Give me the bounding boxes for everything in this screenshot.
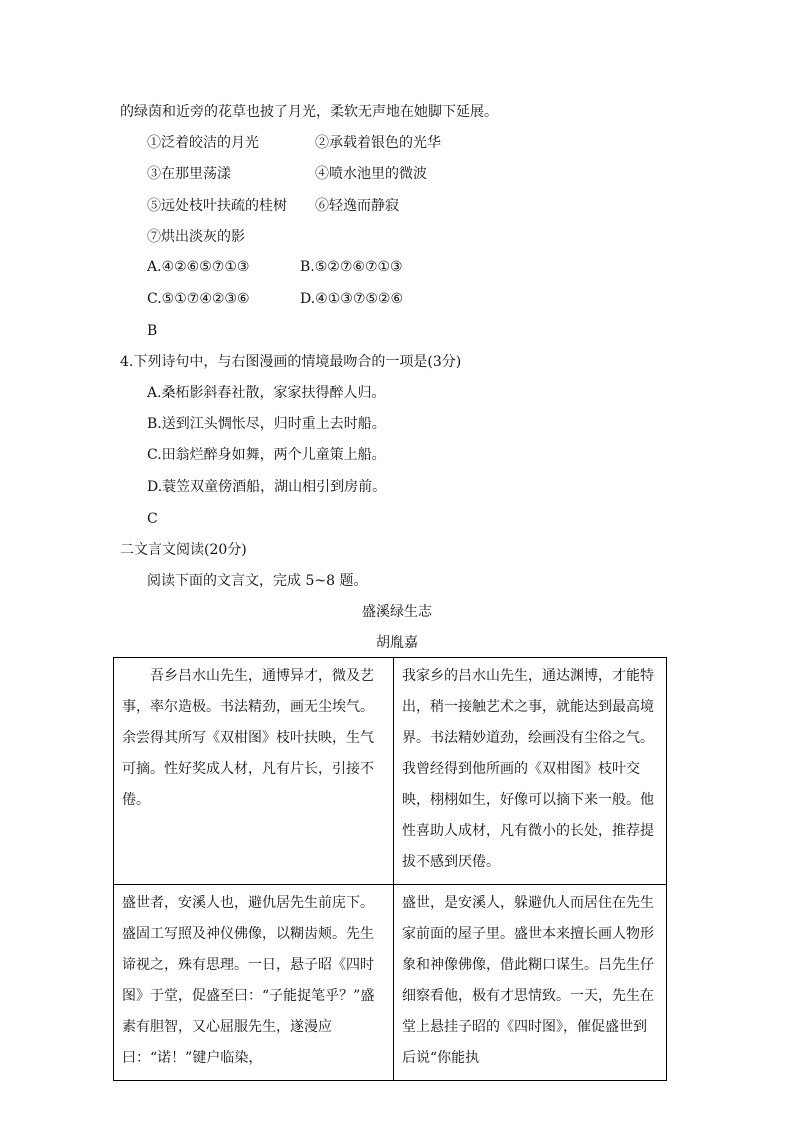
q3-choice-a: A.④②⑥⑤⑦①③	[147, 259, 250, 275]
original-text-cell: 吾乡吕水山先生，通博异才，微及艺事，率尔造极。书法精劲，画无尘埃气。余尝得其所写《双柑图》枝叶扶映，生气可摘。性好奖成人材，凡有片长，引接不倦。	[114, 658, 394, 885]
q4-choice-c: C.田翁烂醉身如舞，两个儿童策上船。	[147, 447, 386, 463]
q3-item-5: ⑤远处枝叶扶疏的桂树	[147, 198, 287, 214]
q3-passage-tail: 的绿茵和近旁的花草也披了月光，柔软无声地在她脚下延展。	[120, 104, 498, 120]
q3-item-4: ④喷水池里的微波	[315, 166, 427, 182]
q3-item-3: ③在那里荡漾	[147, 166, 231, 182]
section-instruction: 阅读下面的文言文，完成 5~8 题。	[147, 573, 368, 589]
q4-stem: 4.下列诗句中，与右图漫画的情境最吻合的一项是(3分)	[120, 354, 462, 370]
passage-author: 胡胤嘉	[376, 635, 418, 651]
q3-item-6: ⑥轻逸而静寂	[315, 198, 399, 214]
section-heading: 二文言文阅读(20分)	[120, 542, 247, 558]
q3-item-1: ①泛着皎洁的月光	[147, 135, 259, 151]
q4-choice-b: B.送到江头惆怅尽，归时重上去时船。	[147, 416, 386, 432]
passage-table	[113, 657, 667, 1081]
table-row	[114, 885, 667, 1081]
q3-item-2: ②承载着银色的光华	[315, 135, 441, 151]
passage-title: 盛溪绿生志	[362, 604, 432, 620]
q3-choice-c: C.⑤①⑦④②③⑥	[147, 291, 250, 307]
q4-choice-d: D.蓑笠双童傍酒船，湖山相引到房前。	[147, 479, 387, 495]
q3-choice-b: B.⑤②⑦⑥⑦①③	[300, 259, 403, 275]
q3-answer: B	[147, 323, 158, 339]
q3-choice-d: D.④①③⑦⑤②⑥	[300, 291, 404, 307]
table-row	[114, 658, 667, 885]
q4-choice-a: A.桑柘影斜春社散，家家扶得醉人归。	[147, 385, 386, 401]
original-text-cell: 盛世者，安溪人也，避仇居先生前庑下。盛固工写照及神仪佛像，以糊齿颊。先生谛视之，殊有思理。一日，悬子昭《四时图》于堂，促盛至曰：“子能捉笔乎？”盛素有胆智，又心屈服先生，遂漫应曰：“诺！”键户临染，	[114, 885, 394, 1081]
translation-text-cell: 我家乡的吕水山先生，通达渊博，才能特出，稍一接触艺术之事，就能达到最高境界。书法精妙道劲，绘画没有尘俗之气。我曾经得到他所画的《双柑图》枝叶交映，栩栩如生，好像可以摘下来一般。他性喜助人成材，凡有微小的长处，推荐提拔不感到厌倦。	[394, 658, 667, 885]
q4-answer: C	[147, 511, 158, 527]
q3-item-7: ⑦烘出淡灰的影	[147, 229, 245, 245]
translation-text-cell: 盛世，是安溪人，躲避仇人而居住在先生家前面的屋子里。盛世本来擅长画人物形象和神像佛像，借此糊口谋生。吕先生仔细察看他，极有才思情致。一天，先生在堂上悬挂子昭的《四时图》，催促盛世到后说“你能执	[394, 885, 667, 1081]
